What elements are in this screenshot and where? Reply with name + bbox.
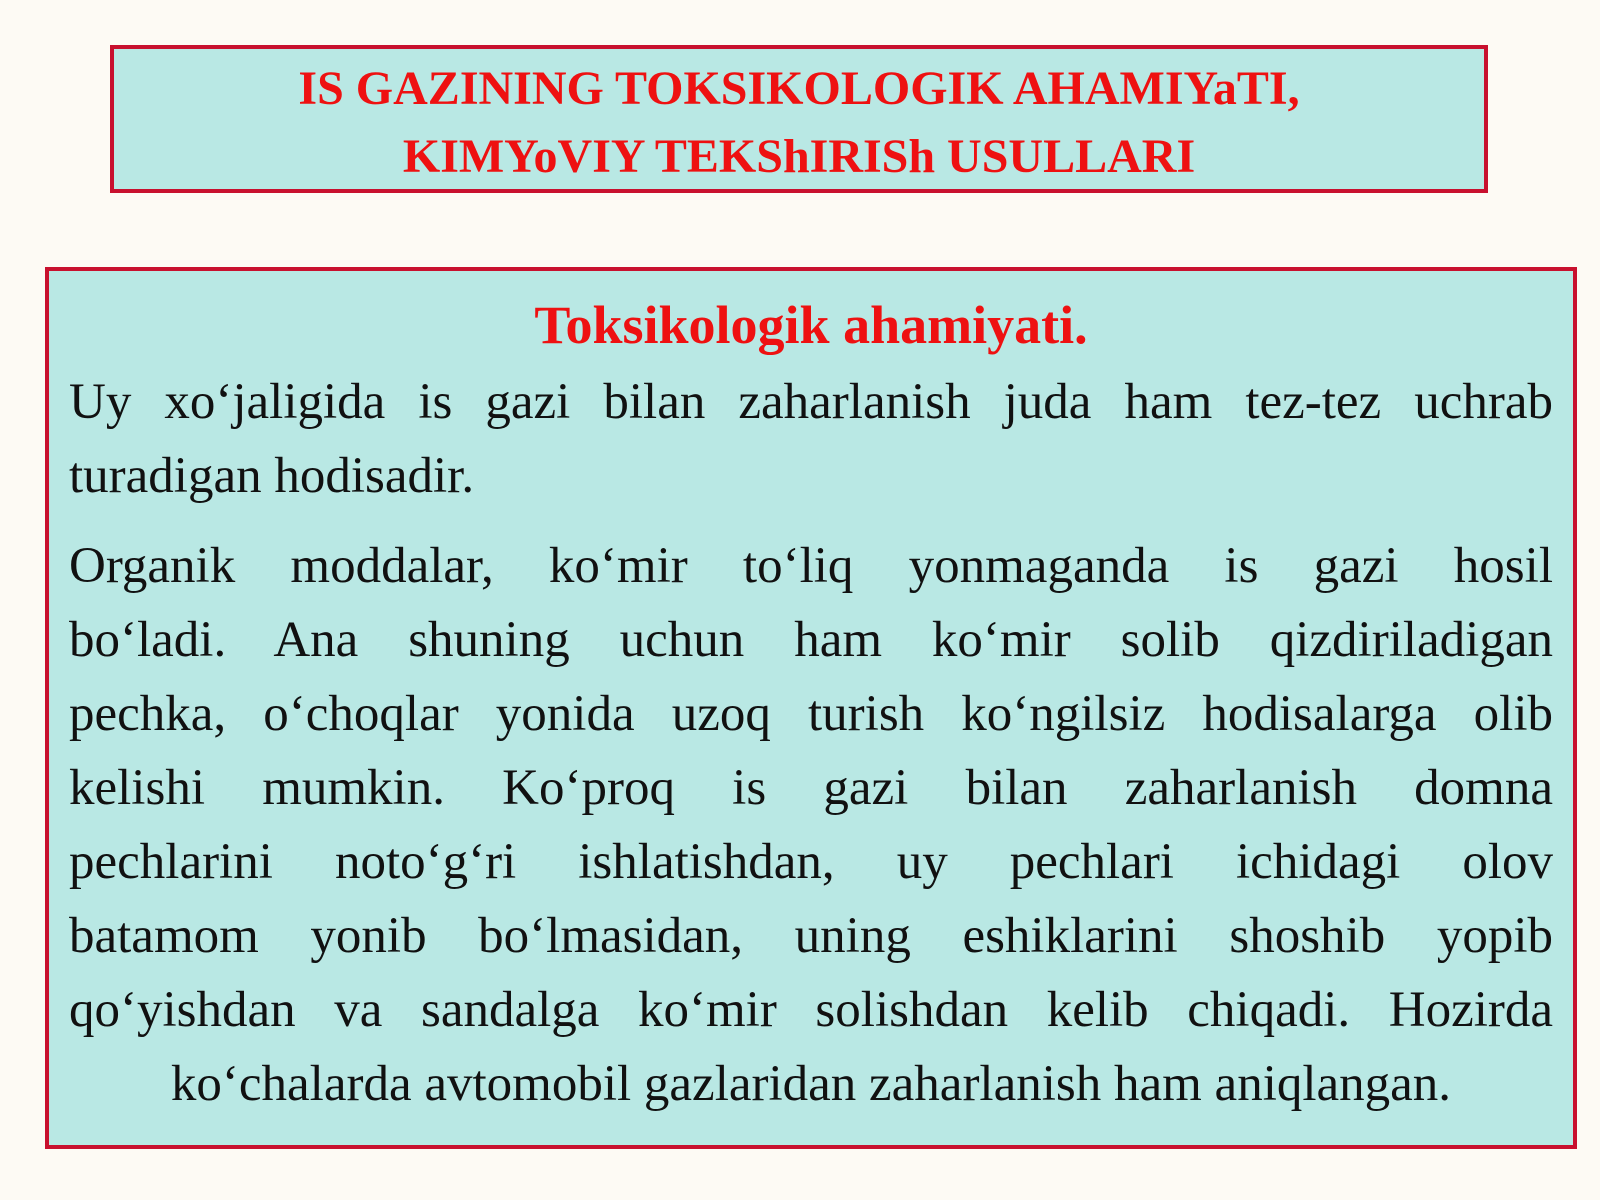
paragraph-2-line: pechlarini noto‘g‘ri ishlatishdan, uy pechlari ichidagi olov bbox=[69, 834, 1553, 890]
paragraph-2-line: kelishi mumkin. Ko‘proq is gazi bilan zaharlanish domna bbox=[69, 760, 1553, 816]
paragraph-1 bbox=[69, 365, 1553, 513]
paragraph-2-line: ko‘chalarda avtomobil gazlaridan zaharlanish ham aniqlangan. bbox=[170, 1056, 1452, 1112]
paragraph-2-line: batamom yonib bo‘lmasidan, uning eshiklarini shoshib yopib bbox=[69, 908, 1553, 964]
slide-title-box bbox=[110, 45, 1488, 193]
paragraph-1-line: turadigan hodisadir. bbox=[69, 448, 475, 504]
paragraph-2-line: Organik moddalar, ko‘mir to‘liq yonmaganda is gazi hosil bbox=[69, 538, 1553, 594]
content-panel bbox=[45, 267, 1577, 1149]
slide-title-line-2: KIMYoVIY TEKShIRISh USULLARI bbox=[402, 130, 1196, 183]
paragraph-2-line: bo‘ladi. Ana shuning uchun ham ko‘mir solib qizdiriladigan bbox=[69, 612, 1553, 668]
paragraph-2-line: qo‘yishdan va sandalga ko‘mir solishdan kelib chiqadi. Hozirda bbox=[69, 982, 1553, 1038]
paragraph-1-line: Uy xo‘jaligida is gazi bilan zaharlanish juda ham tez-tez uchrab bbox=[69, 374, 1553, 430]
paragraph-2-line: pechka, o‘choqlar yonida uzoq turish ko‘ngilsiz hodisalarga olib bbox=[69, 686, 1553, 742]
section-heading: Toksikologik ahamiyati. bbox=[534, 295, 1088, 355]
slide-title-line-1: IS GAZINING TOKSIKOLOGIK AHAMIYaTI, bbox=[298, 62, 1300, 115]
paragraph-2 bbox=[69, 529, 1553, 1121]
